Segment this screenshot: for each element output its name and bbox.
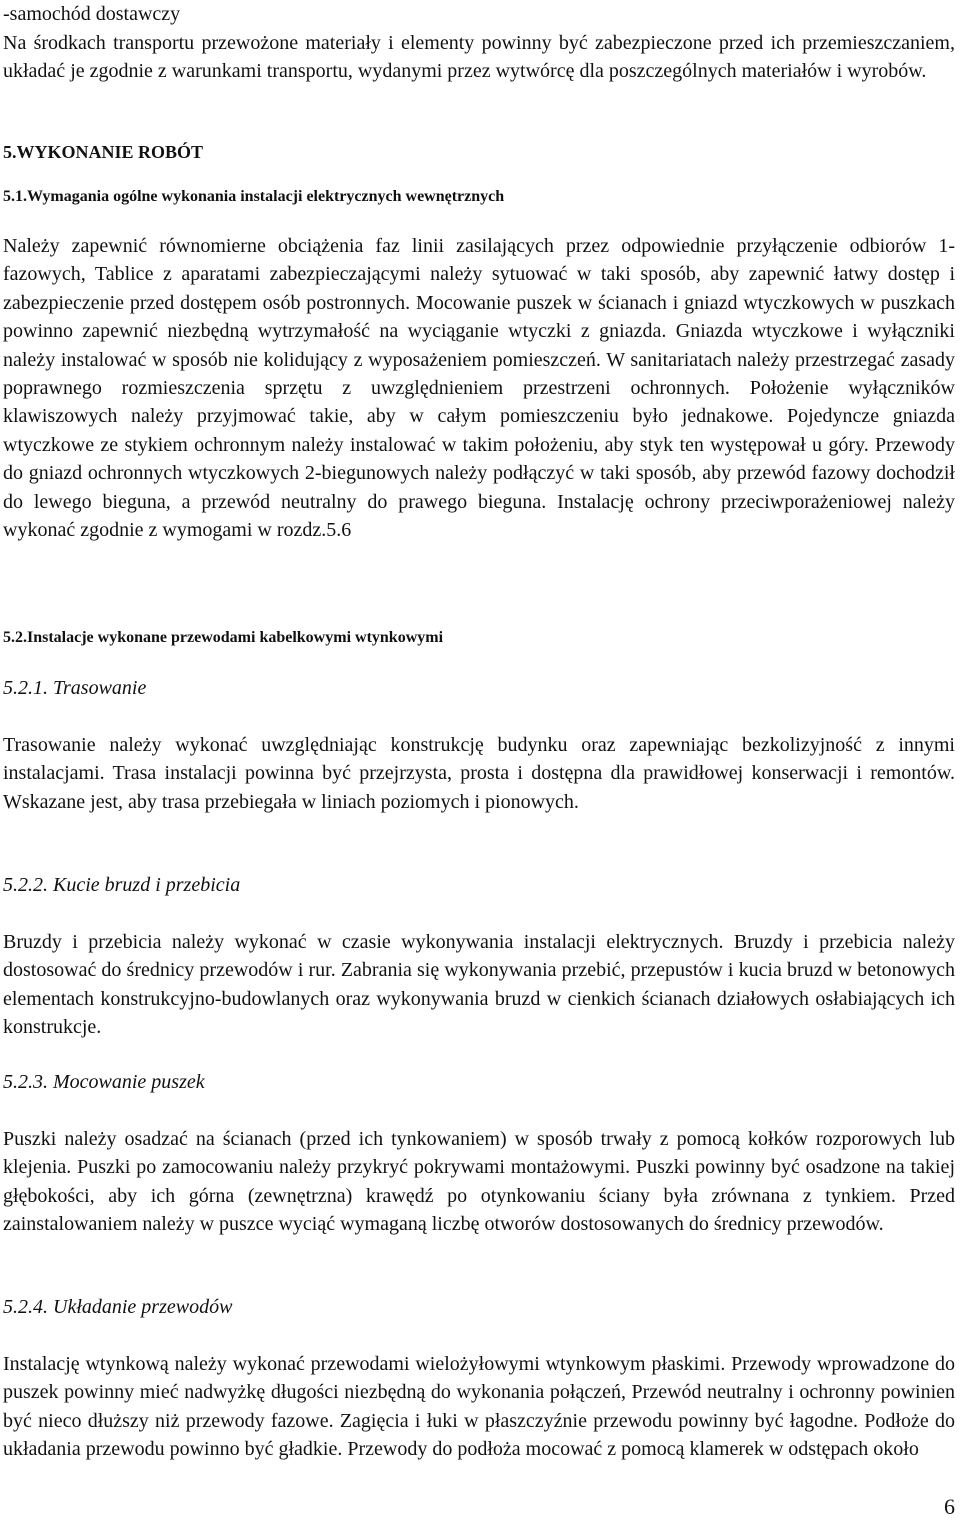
section-5-2-4-paragraph: Instalację wtynkową należy wykonać przewodami wielożyłowymi wtynkowym płaskimi. Przewody wprowadzone do puszek powinny mieć nadwyżkę długości niezbędną do wykonania połączeń, Przewód neutralny i ochronny powinien być nieco dłuższy niż przewody fazowe. Zagięcia i łuki w płaszczyźnie przewodu powinny być łagodne. Podłoże do układania przewodu powinno być gładkie. Przewody do podłoża mocować z pomocą klamerek w odstępach około [3,1353,955,1461]
section-5-2-2-paragraph: Bruzdy i przebicia należy wykonać w czasie wykonywania instalacji elektrycznych. Bruzdy i przebicia należy dostosować do średnicy przewodów i rur. Zabrania się wykonywania przebić, przepustów i kucia bruzd w betonowych elementach konstrukcyjno-budowlanych oraz wykonywania bruzd w cienkich ścianach działowych osłabiających ich konstrukcje. [3,931,955,1039]
section-number: 5.2.1. [3,677,48,699]
section-number: 5.2.3. [3,1071,48,1093]
section-title: Trasowanie [53,677,147,699]
section-heading-5-2: 5.2.Instalacje wykonane przewodami kabelkowymi wtynkowymi [3,629,444,646]
page-number: 6 [944,1494,955,1519]
section-title: Kucie bruzd i przebicia [53,874,241,896]
intro-line: -samochód dostawczy [3,3,181,25]
intro-paragraph: Na środkach transportu przewożone materiały i elementy powinny być zabezpieczone przed ich przemieszczaniem, układać je zgodnie z warunkami transportu, wydanymi przez wytwórcę dla poszczególnych materiałów i wyrobów. [3,32,955,83]
section-heading-5-2-1 [3,675,955,701]
section-number: 5.2.4. [3,1296,48,1318]
section-title: Układanie przewodów [53,1296,233,1318]
section-heading-5-2-2 [3,872,955,898]
section-heading-5-1: 5.1.Wymagania ogólne wykonania instalacji elektrycznych wewnętrznych [3,188,505,205]
section-title: Mocowanie puszek [53,1071,205,1093]
section-heading-5-2-4 [3,1294,955,1320]
section-5-1-paragraph: Należy zapewnić równomierne obciążenia faz linii zasilających przez odpowiednie przyłączenie odbiorów 1-fazowych, Tablice z aparatami zabezpieczającymi należy sytuować w taki sposób, aby zapewnić łatwy dostęp i zabezpieczenie przed dostępem osób postronnych. Mocowanie puszek w ścianach i gniazd wtyczkowych w puszkach powinno zapewnić niezbędną wytrzymałość na wyciąganie wtyczki z gniazda. Gniazda wtyczkowe i wyłączniki należy instalować w sposób nie kolidujący z wyposażeniem pomieszczeń. W sanitariatach należy przestrzegać zasady poprawnego rozmieszczenia sprzętu z uwzględnieniem przestrzeni ochronnych. Położenie wyłączników klawiszowych należy przyjmować takie, aby w całym pomieszczeniu było jednakowe. Pojedyncze gniazda wtyczkowe ze stykiem ochronnym należy instalować w takim położeniu, aby styk ten występował u góry. Przewody do gniazd ochronnych wtyczkowych 2-biegunowych należy podłączyć w taki sposób, aby przewód fazowy dochodził do lewego bieguna, a przewód neutralny do prawego bieguna. Instalację ochrony przeciwporażeniowej należy wykonać zgodnie z wymogami w rozdz.5.6 [3,235,955,542]
section-5-2-1-paragraph: Trasowanie należy wykonać uwzględniając konstrukcję budynku oraz zapewniając bezkolizyjność z innymi instalacjami. Trasa instalacji powinna być przejrzysta, prosta i dostępna dla prawidłowej konserwacji i remontów. Wskazane jest, aby trasa przebiegała w liniach poziomych i pionowych. [3,734,955,813]
section-heading-5: 5.WYKONANIE ROBÓT [3,142,204,162]
section-number: 5.2.2. [3,874,48,896]
section-heading-5-2-3 [3,1069,955,1095]
section-5-2-3-paragraph: Puszki należy osadzać na ścianach (przed ich tynkowaniem) w sposób trwały z pomocą kołków rozporowych lub klejenia. Puszki po zamocowaniu należy przykryć pokrywami montażowymi. Puszki powinny być osadzone na takiej głębokości, aby ich górna (zewnętrzna) krawędź po otynkowaniu ściany była zrównana z tynkiem. Przed zainstalowaniem należy w puszce wyciąć wymaganą liczbę otworów dostosowanych do średnicy przewodów. [3,1128,955,1236]
